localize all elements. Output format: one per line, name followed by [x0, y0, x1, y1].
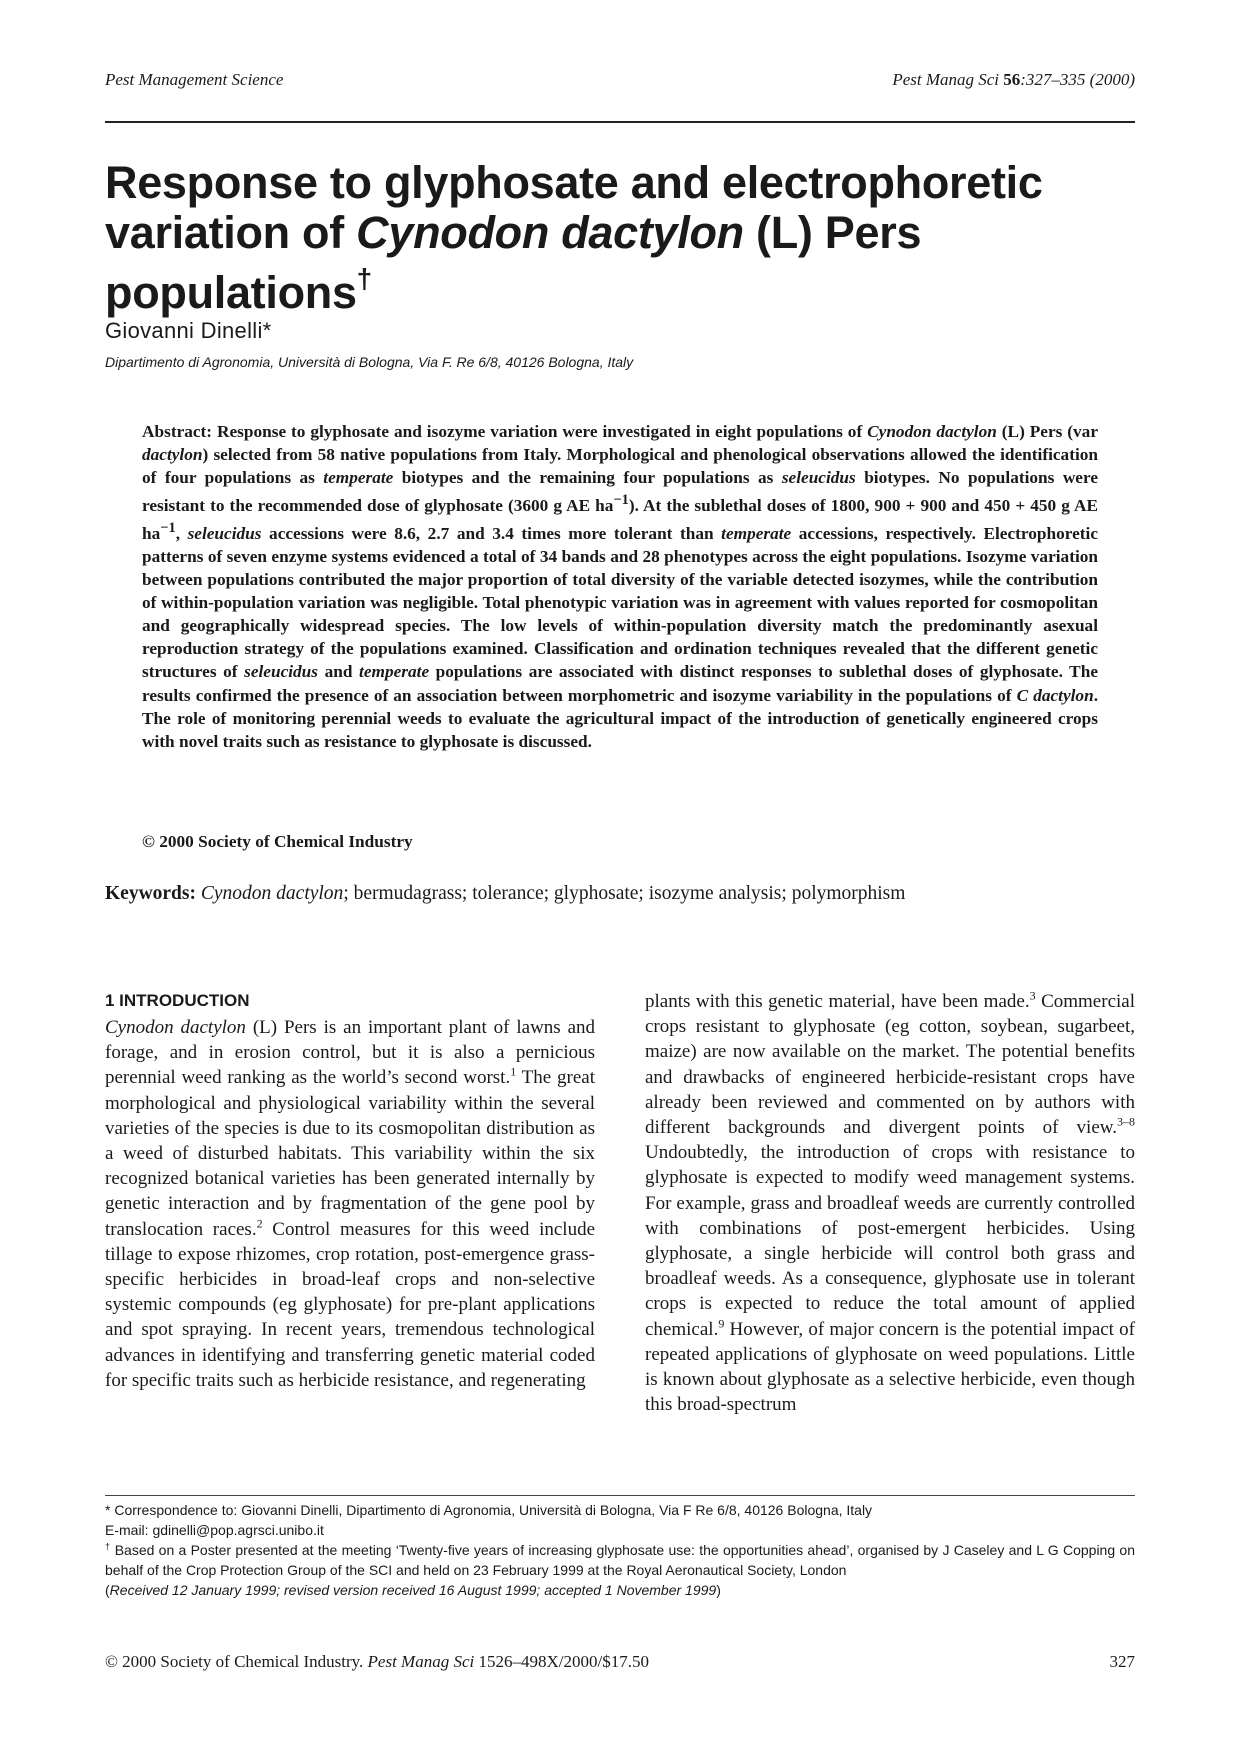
- volume-number: 56: [1003, 70, 1021, 89]
- body-column-left: Cynodon dactylon (L) Pers is an important plant of lawns and forage, and in erosion control, but it is also a pernicious perennial weed ranking as the world’s second worst.$^1$ The great morphological and physiological variability within the several varieties of the species is due to its cosmopolitan distribution as a weed of disturbed habitats. This variability within the six recognized botanical varieties has been generated internally by genetic interaction and by fragmentation of the gene pool by translocation races.$^2$ Control measures for this weed include tillage to expose rhizomes, crop rotation, post-emergence grass-specific herbicides in broad-leaf crops and non-selective systemic compounds (eg glyphosate) for pre-plant applications and spot spraying. In recent years, tremendous technological advances in identifying and transferring genetic material coded for specific traits such as herbicide resistance, and regenerating: [105, 1017, 596, 1391]
- running-header: [105, 70, 1135, 96]
- journal-citation: Pest Manag Sci 56:327–335 (2000): [892, 70, 1135, 89]
- footnote-rule: [105, 1495, 1135, 1496]
- reference-marker: 3: [1029, 988, 1036, 1003]
- keywords-label: Keywords:: [105, 883, 196, 904]
- footnote-received: (Received 12 January 1999; revised version received 16 August 1999; accepted 1 November 1999): [105, 1582, 721, 1598]
- section-heading-introduction: 1 INTRODUCTION: [105, 991, 250, 1010]
- footnotes: [105, 1500, 1135, 1600]
- footer-citation: © 2000 Society of Chemical Industry. Pest Manag Sci 1526–498X/2000/$17.50: [105, 1652, 649, 1671]
- author-affiliation: Dipartimento di Agronomia, Università di Bologna, Via F. Re 6/8, 40126 Bologna, Italy: [105, 354, 634, 370]
- footnote-poster: † Based on a Poster presented at the meeting ‘Twenty-five years of increasing glyphosate use: the opportunities ahead’, organised by J Caseley and L G Copping on behalf of the Crop Protection Group of the SCI and held on 23 February 1999 at the Royal Aeronautical Society, London: [105, 1541, 1135, 1578]
- footnote-correspondence: * Correspondence to: Giovanni Dinelli, Dipartimento di Agronomia, Università di Bologna, Via F Re 6/8, 40126 Bologna, Italy: [105, 1502, 873, 1518]
- keywords: Keywords: Cynodon dactylon; bermudagrass; tolerance; glyphosate; isozyme analysis; polymorphism: [105, 883, 906, 904]
- abstract: Abstract: Response to glyphosate and isozyme variation were investigated in eight populations of Cynodon dactylon (L) Pers (var dactylon) selected from 58 native populations from Italy. Morphological and phenological observations allowed the identification of four populations as temperate biotypes and the remaining four populations as seleucidus biotypes. No populations were resistant to the recommended dose of glyphosate (3600 g AE $ha^{-1}$). At the sublethal doses of 1800, 900 + 900 and 450 + 450 g AE $ha^{-1}$, seleucidus accessions were 8.6, 2.7 and 3.4 times more tolerant than temperate accessions, respectively. Electrophoretic patterns of seven enzyme systems evidenced a total of 34 bands and 28 phenotypes across the eight populations. Isozyme variation between populations contributed the major proportion of total diversity of the variable detected isozymes, while the contribution of within-population variation was negligible. Total phenotypic variation was in agreement with values reported for cosmopolitan and geographically widespread species. The low levels of within-population diversity match the predominantly asexual reproduction strategy of the populations examined. Classification and ordination techniques revealed that the different genetic structures of seleucidus and temperate populations are associated with distinct responses to sublethal doses of glyphosate. The results confirmed the presence of an association between morphometric and isozyme variability in the populations of C dactylon. The role of monitoring perennial weeds to evaluate the agricultural impact of the introduction of genetically engineered crops with novel traits such as resistance to glyphosate is discussed.: [142, 422, 1099, 751]
- article-title: Response to glyphosate and electrophoretic variation of Cynodon dactylon (L) Pers populations†: [105, 157, 1043, 318]
- reference-marker: 3–8: [1117, 1114, 1135, 1129]
- header-rule: [105, 121, 1135, 123]
- reference-marker: 2: [256, 1216, 263, 1231]
- reference-marker: 9: [718, 1316, 725, 1331]
- journal-name: Pest Management Science: [105, 70, 284, 89]
- title-dagger: †: [356, 263, 372, 294]
- abstract-label: Abstract:: [142, 422, 213, 441]
- page-number: 327: [1109, 1652, 1135, 1671]
- page-footer: [105, 1652, 1135, 1672]
- reference-marker: 1: [510, 1065, 517, 1080]
- abstract-copyright: © 2000 Society of Chemical Industry: [142, 832, 413, 851]
- title-species: Cynodon dactylon: [356, 207, 744, 258]
- footnote-email: E-mail: gdinelli@pop.agrsci.unibo.it: [105, 1522, 324, 1538]
- body-column-right: plants with this genetic material, have been made.$^3$ Commercial crops resistant to glyphosate (eg cotton, soybean, sugarbeet, maize) are now available on the market. The potential benefits and drawbacks of engineered herbicide-resistant crops have already been reviewed and commented on by authors with different backgrounds and divergent points of view.$^{3-8}$ Undoubtedly, the introduction of crops with resistance to glyphosate is expected to modify weed management systems. For example, grass and broadleaf weeds are currently controlled with combinations of post-emergent herbicides. Using glyphosate, a single herbicide will control both grass and broadleaf weeds. As a consequence, glyphosate use in tolerant crops is expected to reduce the total amount of applied chemical.$^9$ However, of major concern is the potential impact of repeated applications of glyphosate on weed populations. Little is known about glyphosate as a selective herbicide, even though this broad-spectrum: [645, 988, 1135, 1416]
- author-name: Giovanni Dinelli*: [105, 318, 272, 343]
